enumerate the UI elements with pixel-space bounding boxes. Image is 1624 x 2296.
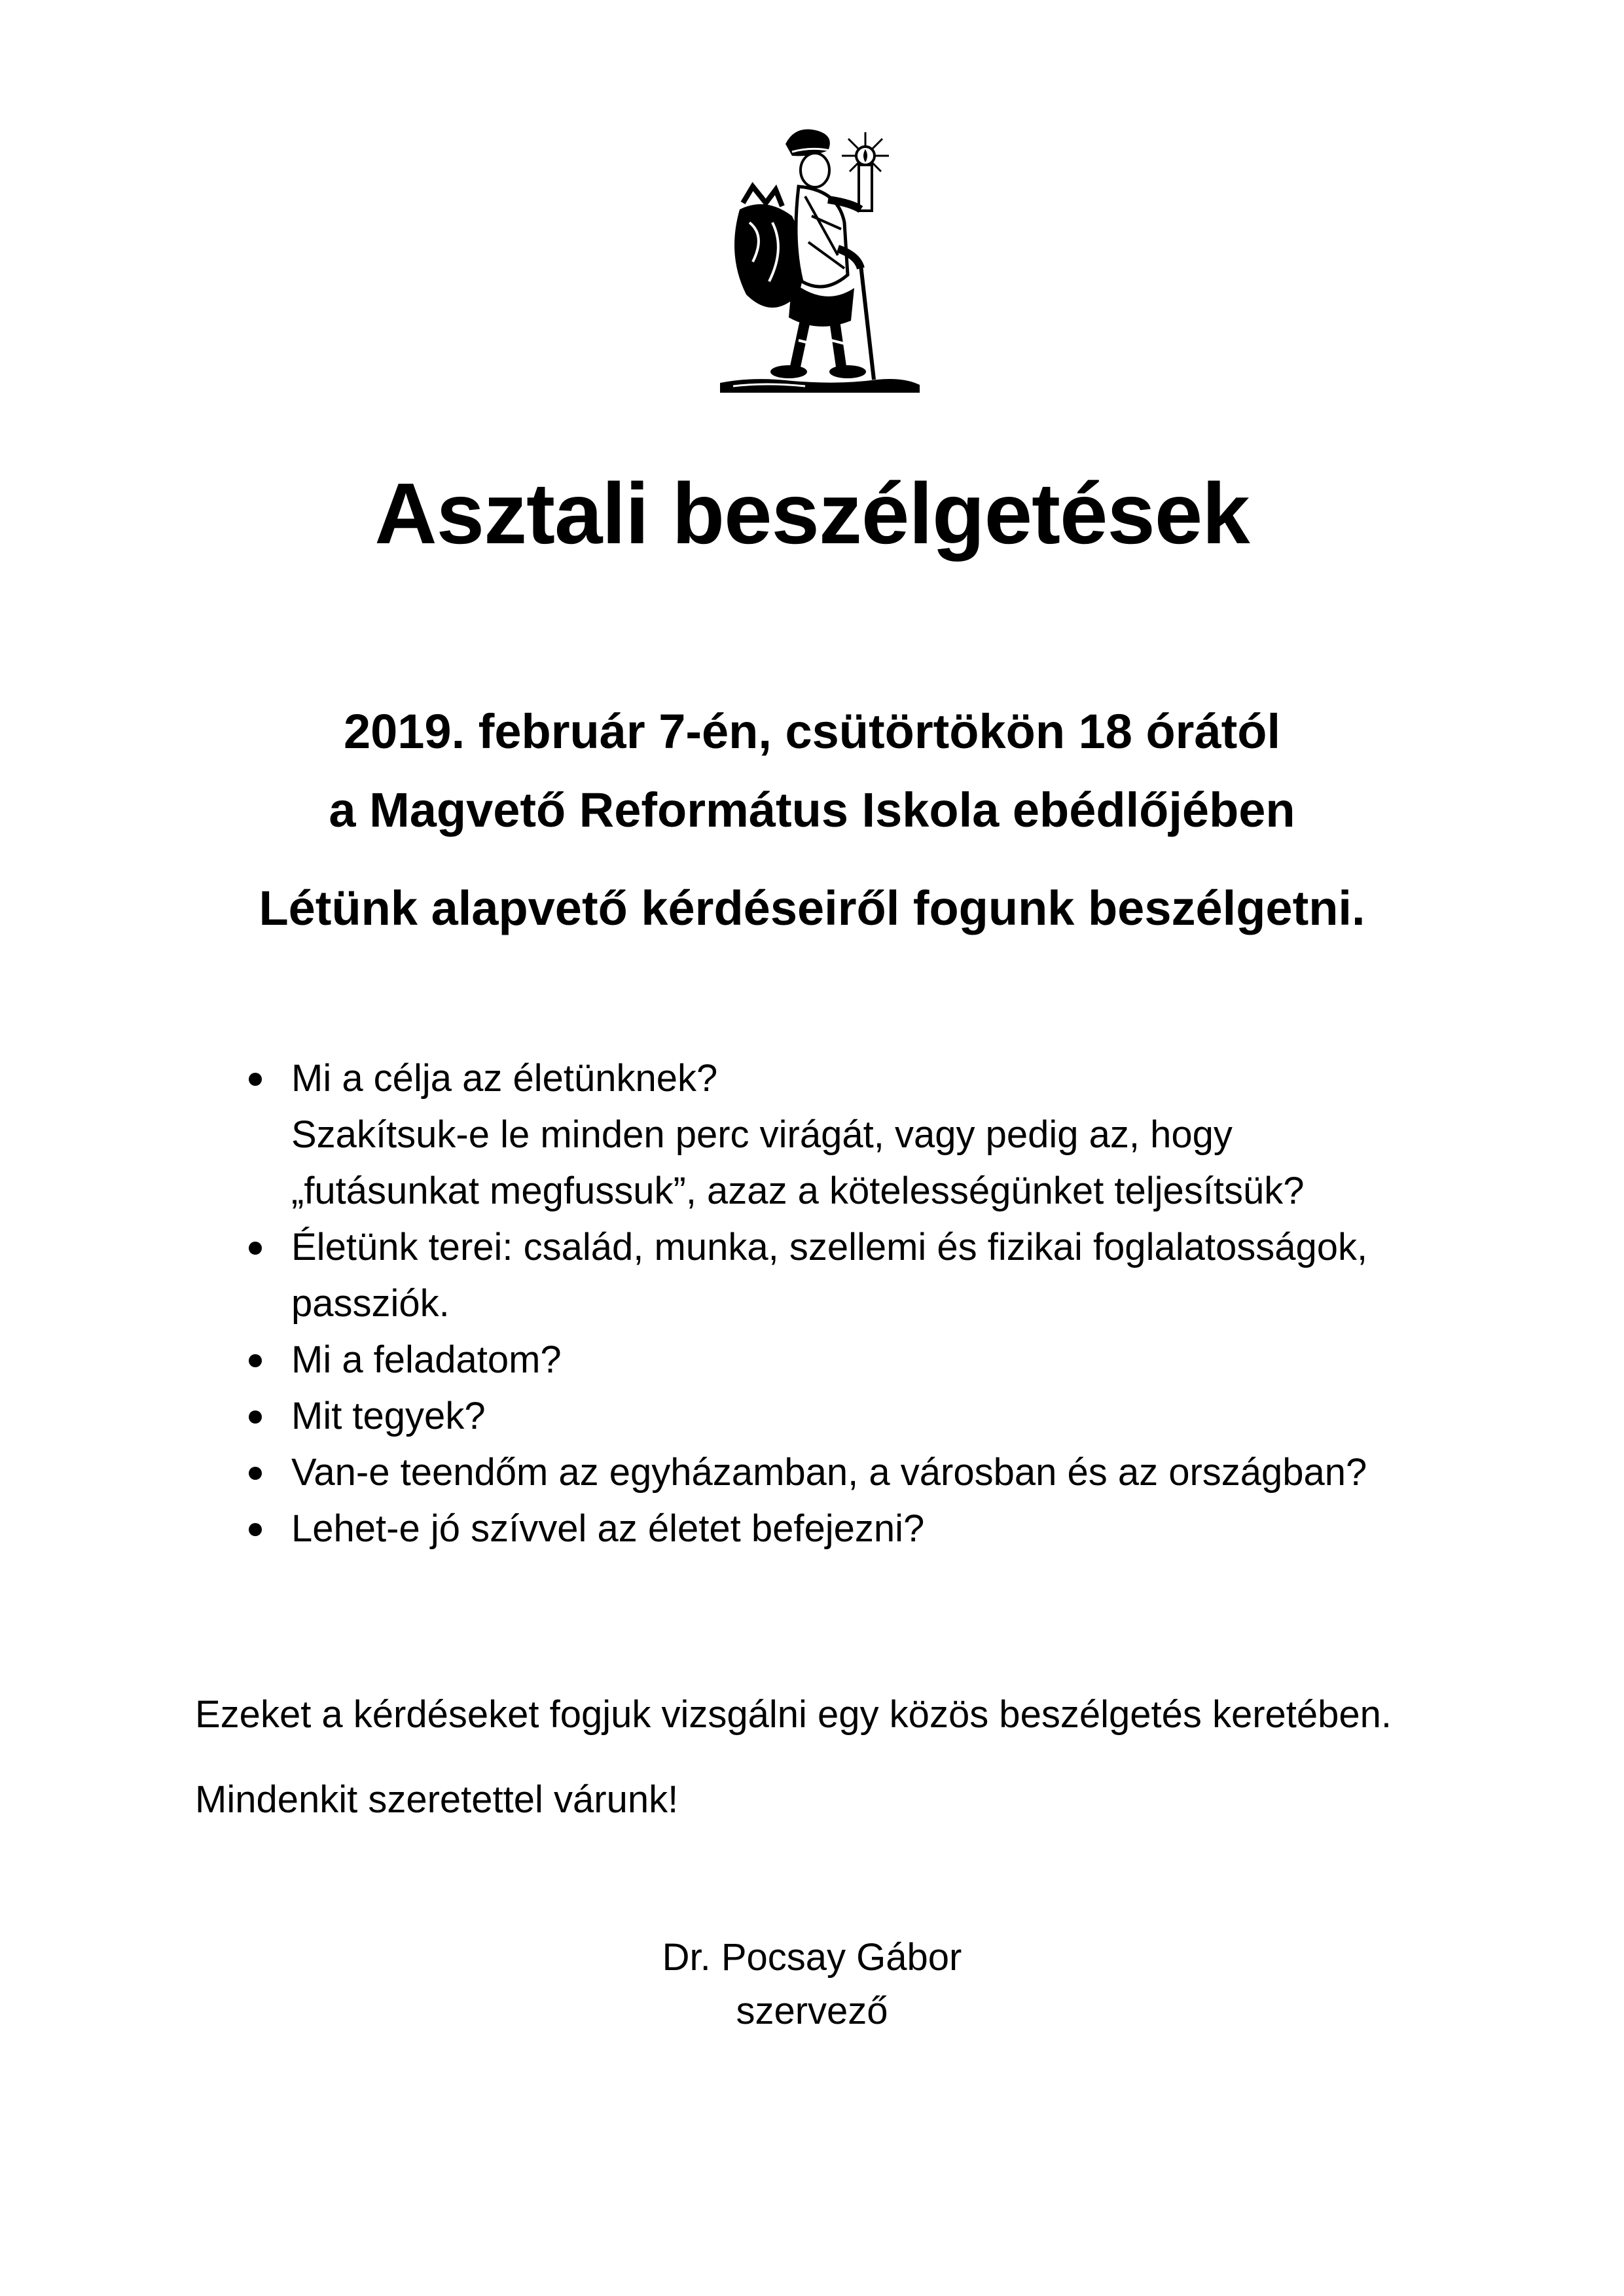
sower-candle-emblem-icon [713, 124, 923, 399]
bullet-icon [249, 1073, 262, 1086]
list-item [249, 1501, 1492, 1557]
closing-paragraph: Ezeket a kérdéseket fogjuk vizsgálni egy közös beszélgetés keretében. [195, 1693, 1392, 1736]
signature-block [0, 1931, 1624, 2038]
question-text: Van-e teendőm az egyházamban, a városban és az országban? [291, 1451, 1367, 1494]
question-text: Szakítsuk-e le minden perc virágát, vagy pedig az, hogy [291, 1113, 1233, 1156]
organizer-role: szervező [736, 1990, 888, 2032]
question-text: passziók. [291, 1282, 450, 1325]
list-item [249, 1050, 1492, 1219]
question-text: Mi a célja az életünknek? [291, 1057, 718, 1100]
bullet-icon [249, 1242, 262, 1255]
event-date: 2019. február 7-én, csütörtökön 18 órától [343, 704, 1281, 759]
organizer-name: Dr. Pocsay Gábor [662, 1936, 962, 1979]
question-text: Életünk terei: család, munka, szellemi és fizikai foglalatosságok, [291, 1226, 1368, 1268]
list-item [249, 1332, 1492, 1388]
list-item [249, 1219, 1492, 1332]
list-item [249, 1388, 1492, 1444]
page-title: Asztali beszélgetések [374, 465, 1250, 562]
question-text: Mi a feladatom? [291, 1338, 562, 1381]
bullet-icon [249, 1354, 262, 1367]
question-text: Mit tegyek? [291, 1395, 486, 1437]
bullet-icon [249, 1523, 262, 1536]
question-text: Lehet-e jó szívvel az életet befejezni? [291, 1507, 925, 1550]
question-list [249, 1050, 1492, 1557]
bullet-icon [249, 1467, 262, 1480]
question-text: „futásunkat megfussuk”, azaz a kötelességünket teljesítsük? [291, 1170, 1305, 1212]
event-topic: Létünk alapvető kérdéseiről fogunk beszélgetni. [259, 881, 1365, 935]
bullet-icon [249, 1410, 262, 1424]
event-place: a Magvető Református Iskola ebédlőjében [329, 783, 1295, 837]
list-item [249, 1444, 1492, 1501]
invitation-paragraph: Mindenkit szeretettel várunk! [195, 1778, 679, 1821]
